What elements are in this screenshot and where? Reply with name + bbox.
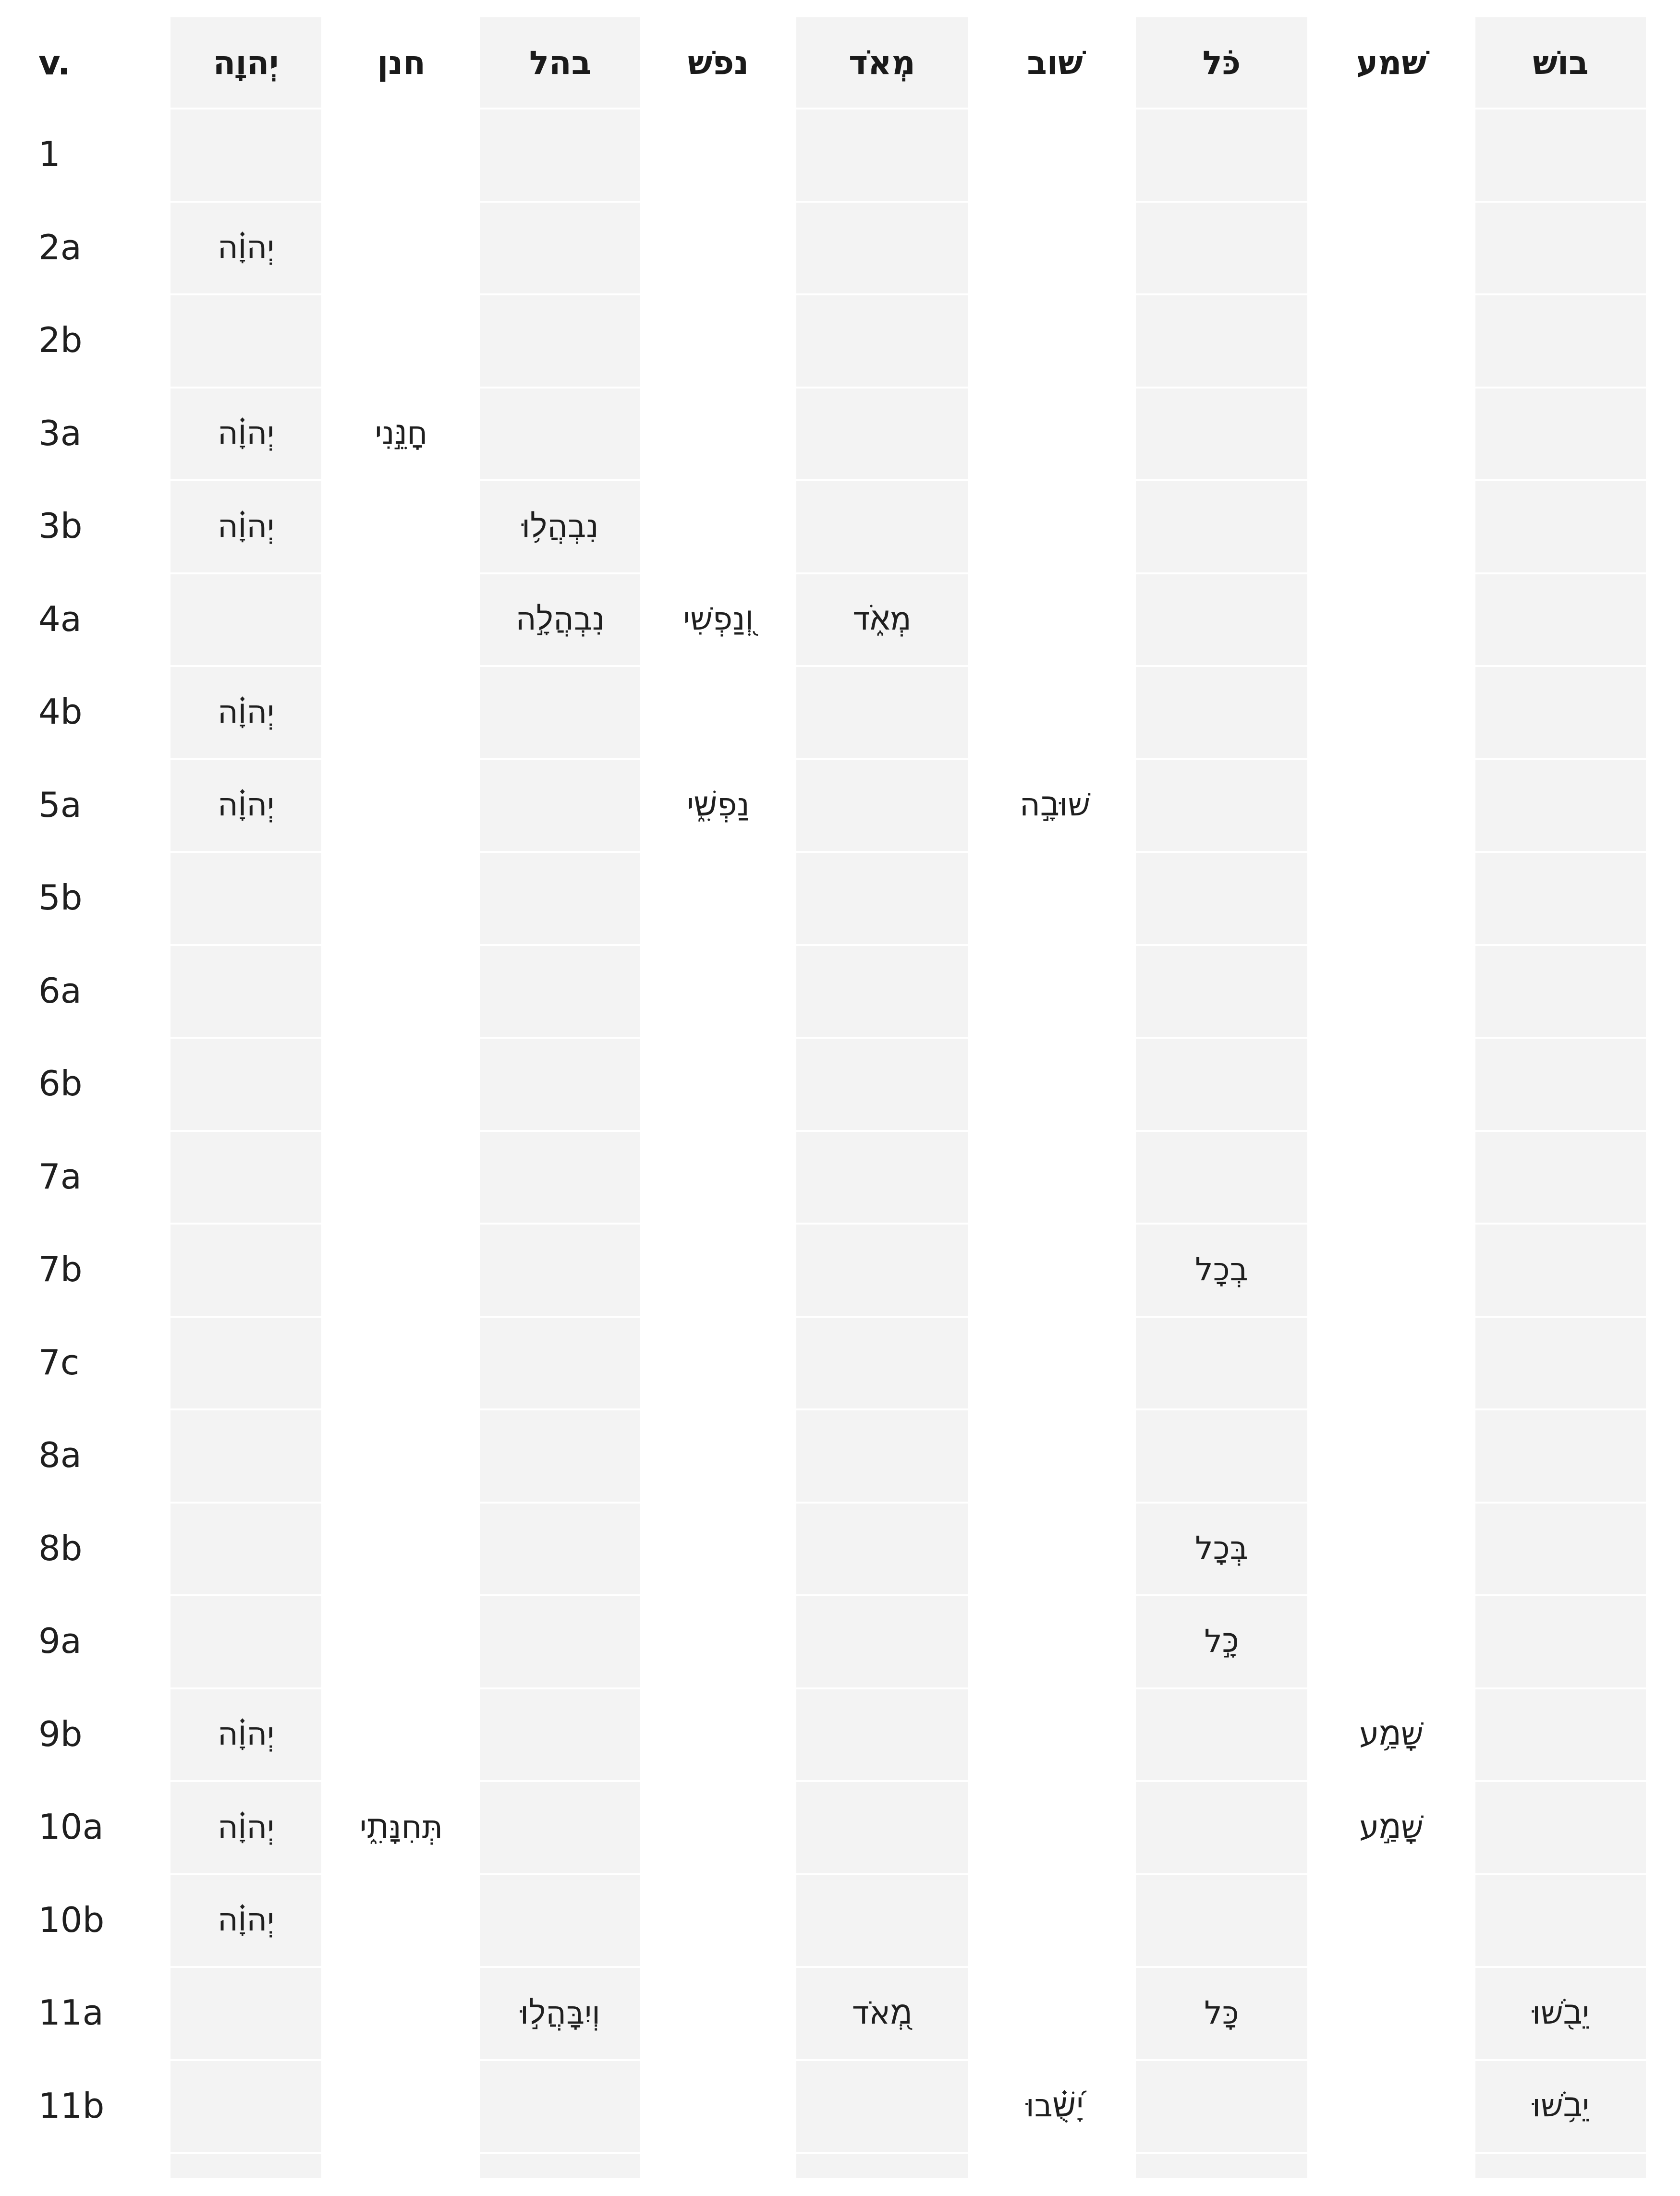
row-divider: [170, 2152, 1655, 2154]
table-cell-bws: [1475, 1688, 1646, 1780]
verse-number: 7c: [38, 1342, 80, 1383]
table-cell-bws: [1475, 1781, 1646, 1872]
table-cell-kol: [1136, 109, 1307, 200]
verse-number: 5b: [38, 877, 83, 918]
table-cell-yhwh: [170, 2060, 321, 2151]
table-cell-yhwh: יְהוָ֗ה: [217, 786, 275, 823]
verse-number: 3a: [38, 413, 82, 453]
verse-number: 9b: [38, 1713, 83, 1754]
table-cell-nps: [640, 1595, 796, 1686]
table-cell-sm: [1307, 202, 1475, 293]
table-cell-yhwh: [170, 1224, 321, 1315]
table-cell-bhl: [480, 1038, 640, 1129]
table-cell-sm: [1307, 573, 1475, 665]
table-cell-nps: [640, 109, 796, 200]
table-cell-yhwh: יְהוָ֗ה: [217, 414, 275, 451]
table-cell-hnn: [321, 1409, 482, 1501]
table-cell-mod: [796, 1131, 968, 1222]
table-cell-sm: [1307, 852, 1475, 943]
table-cell-swb: [974, 1595, 1136, 1686]
table-cell-sm: שָׁמַ֥ע: [1359, 1715, 1424, 1752]
table-cell-bws: [1475, 759, 1646, 850]
table-cell-bhl: [480, 1131, 640, 1222]
table-cell-kol: בְכָל: [1195, 1250, 1248, 1288]
table-cell-nps: [640, 1781, 796, 1872]
table-cell-hnn: [321, 1967, 482, 2058]
table-cell-nps: [640, 202, 796, 293]
table-cell-yhwh: [170, 852, 321, 943]
table-cell-swb: [974, 1409, 1136, 1501]
verse-number: 5a: [38, 784, 82, 825]
table-cell-hnn: [321, 852, 482, 943]
table-cell-nps: וְ֭נַפְשִׁי: [683, 600, 754, 637]
table-cell-swb: [974, 1781, 1136, 1872]
table-cell-kol: [1136, 388, 1307, 479]
table-cell-bws: [1475, 666, 1646, 757]
table-cell-kol: [1136, 2060, 1307, 2151]
table-cell-swb: [974, 1874, 1136, 1965]
table-cell-bhl: [480, 202, 640, 293]
table-cell-yhwh: [170, 1409, 321, 1501]
table-cell-swb: [974, 388, 1136, 479]
table-cell-sm: [1307, 1224, 1475, 1315]
table-cell-swb: שׁוּבָ֣ה: [1019, 786, 1091, 823]
table-cell-sm: [1307, 759, 1475, 850]
table-cell-hnn: [321, 1317, 482, 1408]
table-cell-sm: [1307, 1409, 1475, 1501]
table-cell-kol: [1136, 573, 1307, 665]
table-cell-mod: [796, 109, 968, 200]
table-cell-yhwh: יְהוָ֗ה: [217, 1901, 275, 1938]
table-cell-hnn: [321, 666, 482, 757]
table-cell-bws: [1475, 1595, 1646, 1686]
table-cell-sm: [1307, 1317, 1475, 1408]
table-cell-nps: נַפְשִׁ֑י: [687, 786, 750, 823]
table-cell-kol: [1136, 1038, 1307, 1129]
table-cell-sm: [1307, 2060, 1475, 2151]
table-cell-bws: [1475, 109, 1646, 200]
table-cell-sm: [1307, 1874, 1475, 1965]
table-cell-hnn: [321, 202, 482, 293]
table-cell-sm: [1307, 294, 1475, 386]
table-cell-bws: [1475, 202, 1646, 293]
table-cell-swb: [974, 480, 1136, 571]
table-cell-bws: [1475, 573, 1646, 665]
table-cell-bhl: [480, 1317, 640, 1408]
verse-number: 2a: [38, 227, 82, 267]
table-cell-hnn: [321, 480, 482, 571]
table-cell-mod: [796, 1874, 968, 1965]
table-cell-hnn: תְּחִנָּתִ֑י: [359, 1808, 443, 1845]
table-cell-nps: [640, 1409, 796, 1501]
table-cell-mod: [796, 1595, 968, 1686]
verse-number: 3b: [38, 506, 83, 546]
table-cell-hnn: [321, 1503, 482, 1594]
table-cell-bhl: [480, 759, 640, 850]
table-cell-yhwh: [170, 294, 321, 386]
table-cell-yhwh: [170, 1038, 321, 1129]
table-cell-bws: [1475, 1503, 1646, 1594]
table-cell-bws: [1475, 1131, 1646, 1222]
table-cell-nps: [640, 666, 796, 757]
table-cell-mod: [796, 1038, 968, 1129]
verse-number: 6a: [38, 970, 82, 1011]
column-header-swb: שׁוב: [1027, 44, 1083, 82]
table-cell-bhl: [480, 1503, 640, 1594]
table-cell-hnn: [321, 294, 482, 386]
table-cell-swb: [974, 852, 1136, 943]
table-cell-swb: [974, 1317, 1136, 1408]
table-cell-nps: [640, 1967, 796, 2058]
table-cell-kol: בְּכָל: [1195, 1529, 1248, 1566]
table-cell-bws: [1475, 1874, 1646, 1965]
table-cell-mod: מְ֭אֹד: [852, 1994, 913, 2031]
table-cell-yhwh: [170, 573, 321, 665]
column-header-hnn: חנן: [377, 44, 426, 82]
column-header-mod: מְאֹד: [849, 44, 915, 82]
verse-number: 7a: [38, 1156, 82, 1197]
table-cell-nps: [640, 1131, 796, 1222]
table-cell-nps: [640, 480, 796, 571]
table-cell-mod: [796, 2060, 968, 2151]
table-cell-hnn: [321, 1874, 482, 1965]
table-cell-hnn: [321, 109, 482, 200]
table-cell-nps: [640, 1874, 796, 1965]
table-cell-nps: [640, 1688, 796, 1780]
table-cell-mod: [796, 480, 968, 571]
table-cell-swb: [974, 1038, 1136, 1129]
table-cell-sm: [1307, 1131, 1475, 1222]
table-cell-mod: [796, 294, 968, 386]
table-cell-sm: [1307, 1967, 1475, 2058]
table-cell-kol: [1136, 945, 1307, 1036]
table-cell-yhwh: [170, 945, 321, 1036]
column-header-bws: בושׁ: [1533, 44, 1589, 82]
table-cell-mod: [796, 1224, 968, 1315]
table-cell-yhwh: [170, 1317, 321, 1408]
table-cell-bhl: נִבְהֲלָ֣ה: [515, 600, 605, 637]
verse-number: 10a: [38, 1807, 104, 1847]
table-cell-yhwh: יְהוָ֗ה: [217, 693, 275, 730]
table-cell-kol: כָּל: [1204, 1994, 1239, 2031]
table-cell-bhl: [480, 388, 640, 479]
column-header-sm: שׁמע: [1356, 44, 1427, 82]
table-cell-sm: [1307, 945, 1475, 1036]
table-cell-bws: [1475, 852, 1646, 943]
table-cell-yhwh: [170, 1503, 321, 1594]
verse-number: 11b: [38, 2085, 105, 2126]
table-cell-bws: [1475, 1409, 1646, 1501]
table-cell-sm: [1307, 1595, 1475, 1686]
table-cell-bws: [1475, 945, 1646, 1036]
column-header-bhl: בהל: [529, 44, 592, 82]
table-cell-bhl: [480, 1409, 640, 1501]
table-cell-mod: [796, 759, 968, 850]
table-cell-swb: [974, 1967, 1136, 2058]
column-header-kol: כֹּל: [1202, 44, 1241, 82]
table-cell-swb: [974, 666, 1136, 757]
verse-number: 8a: [38, 1435, 82, 1475]
table-cell-yhwh: יְהוָ֗ה: [217, 1808, 275, 1845]
table-cell-nps: [640, 1038, 796, 1129]
verse-number: 6b: [38, 1063, 83, 1104]
table-cell-swb: [974, 1131, 1136, 1222]
table-cell-mod: מְאֹ֑ד: [852, 600, 912, 637]
table-cell-nps: [640, 945, 796, 1036]
table-cell-swb: [974, 109, 1136, 200]
table-cell-bws: [1475, 480, 1646, 571]
table-cell-sm: [1307, 1503, 1475, 1594]
column-header-nps: נפשׁ: [687, 44, 749, 82]
table-cell-bws: יֵבֹ֖שׁוּ: [1532, 1994, 1589, 2031]
table-cell-nps: [640, 2060, 796, 2151]
table-cell-hnn: [321, 1595, 482, 1686]
table-cell-hnn: [321, 1131, 482, 1222]
table-cell-hnn: [321, 1688, 482, 1780]
verse-number: 8b: [38, 1528, 83, 1568]
table-cell-sm: [1307, 109, 1475, 200]
table-cell-bws: [1475, 1038, 1646, 1129]
table-cell-swb: [974, 573, 1136, 665]
table-cell-kol: [1136, 852, 1307, 943]
verse-number: 9a: [38, 1621, 82, 1661]
table-cell-bhl: [480, 852, 640, 943]
table-cell-mod: [796, 1317, 968, 1408]
table-cell-mod: [796, 1503, 968, 1594]
table-cell-yhwh: יְהוָ֗ה: [217, 229, 275, 266]
table-cell-kol: [1136, 1317, 1307, 1408]
table-cell-yhwh: יְהוָ֗ה: [217, 507, 275, 545]
table-cell-swb: [974, 1688, 1136, 1780]
table-cell-bhl: [480, 1595, 640, 1686]
table-cell-bhl: וְיִבָּהֲל֣וּ: [520, 1994, 600, 2031]
verse-number: 1: [38, 134, 61, 174]
table-cell-nps: [640, 294, 796, 386]
table-cell-bhl: [480, 2060, 640, 2151]
verse-number: 11a: [38, 1992, 104, 2033]
table-cell-mod: [796, 945, 968, 1036]
table-cell-bws: [1475, 1317, 1646, 1408]
table-cell-bws: [1475, 1224, 1646, 1315]
table-cell-sm: [1307, 480, 1475, 571]
table-cell-yhwh: [170, 1967, 321, 2058]
table-cell-bhl: [480, 294, 640, 386]
table-cell-nps: [640, 388, 796, 479]
table-cell-hnn: [321, 1224, 482, 1315]
table-cell-mod: [796, 1688, 968, 1780]
table-cell-mod: [796, 388, 968, 479]
table-cell-nps: [640, 1317, 796, 1408]
table-cell-yhwh: [170, 1595, 321, 1686]
table-cell-swb: [974, 1224, 1136, 1315]
table-cell-swb: [974, 202, 1136, 293]
table-cell-bws: [1475, 388, 1646, 479]
table-cell-kol: [1136, 1131, 1307, 1222]
table-cell-kol: [1136, 1688, 1307, 1780]
table-cell-bhl: נִבְהֲל֥וּ: [522, 507, 599, 545]
table-cell-swb: [974, 294, 1136, 386]
table-cell-sm: [1307, 388, 1475, 479]
table-cell-yhwh: [170, 109, 321, 200]
table-cell-yhwh: יְהוָ֗ה: [217, 1715, 275, 1752]
table-cell-bhl: [480, 1781, 640, 1872]
verse-number: 4b: [38, 692, 83, 732]
table-cell-nps: [640, 852, 796, 943]
table-cell-mod: [796, 1409, 968, 1501]
table-cell-sm: [1307, 1038, 1475, 1129]
table-cell-kol: [1136, 480, 1307, 571]
table-cell-bws: [1475, 294, 1646, 386]
table-cell-bhl: [480, 666, 640, 757]
table-cell-kol: [1136, 1409, 1307, 1501]
table-cell-hnn: [321, 759, 482, 850]
table-cell-nps: [640, 1503, 796, 1594]
table-cell-mod: [796, 852, 968, 943]
table-cell-kol: [1136, 1781, 1307, 1872]
table-cell-hnn: חָנֵּ֣נִי: [375, 414, 428, 451]
table-cell-hnn: [321, 945, 482, 1036]
table-cell-mod: [796, 666, 968, 757]
table-cell-swb: [974, 945, 1136, 1036]
table-cell-kol: [1136, 294, 1307, 386]
verse-number: 10b: [38, 1899, 105, 1940]
verse-column-header: v.: [38, 43, 71, 83]
verse-number: 7b: [38, 1249, 83, 1289]
table-cell-sm: [1307, 666, 1475, 757]
table-cell-hnn: [321, 573, 482, 665]
table-cell-bhl: [480, 109, 640, 200]
table-cell-swb: יָ֝שֻׁ֗בוּ: [1025, 2087, 1084, 2124]
verse-number: 4a: [38, 598, 82, 639]
column-header-yhwh: יְהוָֽה: [213, 44, 279, 82]
table-cell-swb: [974, 1503, 1136, 1594]
table-cell-hnn: [321, 1038, 482, 1129]
verse-number: 2b: [38, 320, 83, 360]
table-cell-bhl: [480, 1688, 640, 1780]
table-cell-sm: שָׁמַ֣ע: [1359, 1808, 1424, 1845]
table-cell-yhwh: [170, 1131, 321, 1222]
table-cell-mod: [796, 1781, 968, 1872]
table-cell-nps: [640, 1224, 796, 1315]
table-cell-mod: [796, 202, 968, 293]
table-cell-kol: כָּ֣ל: [1204, 1622, 1239, 1660]
table-cell-bhl: [480, 945, 640, 1036]
table-cell-hnn: [321, 2060, 482, 2151]
table-cell-bws: יֵבֹ֥שׁוּ: [1532, 2087, 1589, 2124]
table-cell-kol: [1136, 202, 1307, 293]
table-cell-bhl: [480, 1224, 640, 1315]
table-cell-kol: [1136, 1874, 1307, 1965]
table-cell-kol: [1136, 759, 1307, 850]
table-cell-kol: [1136, 666, 1307, 757]
table-cell-bhl: [480, 1874, 640, 1965]
